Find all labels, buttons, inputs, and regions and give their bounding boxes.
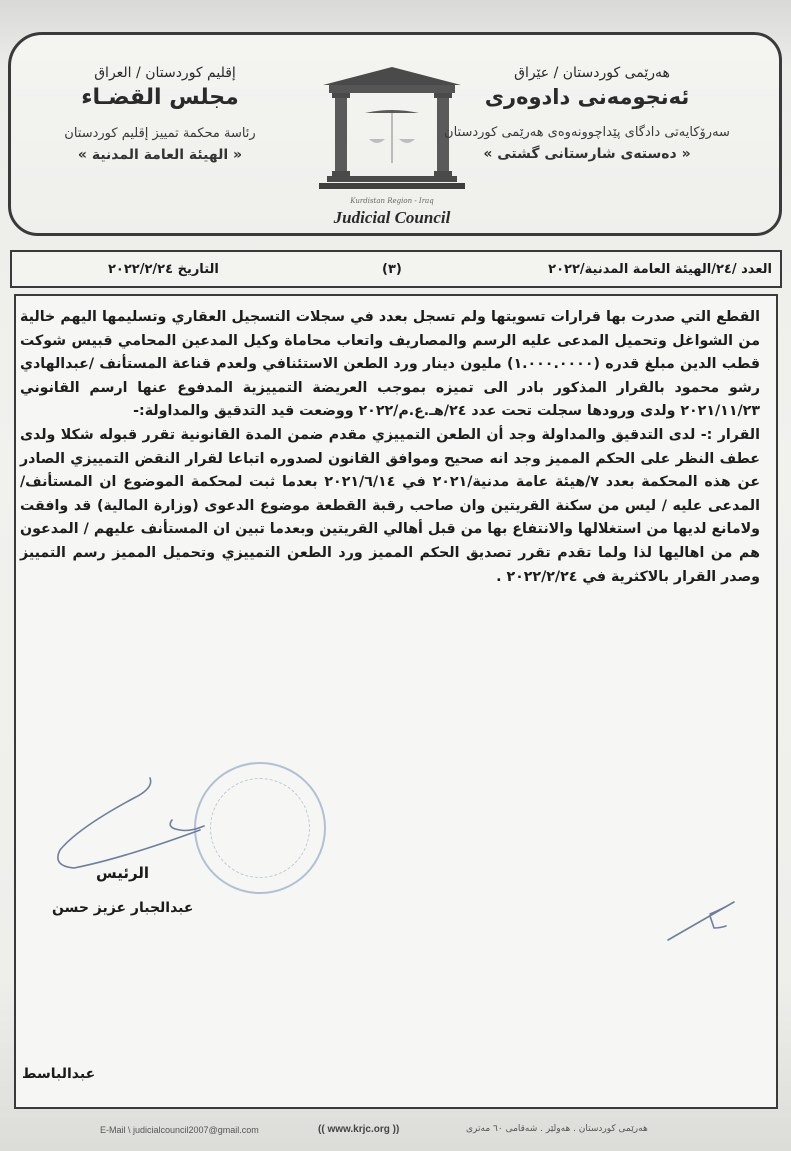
council-name-kurdish: ئەنجومەنی دادوەری xyxy=(484,85,690,109)
region-label-kurdish: هەرێمی كوردستان / عێراق xyxy=(514,65,670,81)
president-title: الرئيس xyxy=(96,864,150,882)
footer xyxy=(0,1121,791,1141)
president-signature-icon xyxy=(38,772,218,872)
letterhead-kurdish xyxy=(437,65,737,162)
decision-text xyxy=(20,306,760,589)
footer-website[interactable]: (( www.krjc.org )) xyxy=(318,1124,400,1135)
panel-name-kurdish: « دەستەی شارستانی گشتی » xyxy=(483,146,691,162)
reference-bar xyxy=(10,250,782,288)
letterhead-arabic xyxy=(55,65,265,163)
council-name-arabic: مجلس القضـاء xyxy=(81,85,239,110)
footer-address: هەرێمی كوردستان . هەولێر . شەقامی ٦٠ مەتری xyxy=(466,1124,648,1134)
president-name: عبدالجبار عزيز حسن xyxy=(52,900,194,916)
reference-number: العدد /٢٤/الهيئة العامة المدنية/٢٠٢٢ xyxy=(548,262,772,277)
court-name-arabic: رئاسة محكمة تمييز إقليم كوردستان xyxy=(64,126,256,141)
region-label-arabic: إقليم كوردستان / العراق xyxy=(94,65,236,81)
panel-name-arabic: « الهيئة العامة المدنية » xyxy=(77,147,243,163)
document-body xyxy=(14,294,778,1109)
page-number: (٣) xyxy=(382,262,402,277)
paragraph-claims: القطع التي صدرت بها قرارات تسويتها ولم تسجل بعدد في سجلات التسجيل العقاري وتسليمها اليهم خالية من الشواغل وتحميل المدعى عليه الرسم والمصاريف واتعاب محاماة وكيل المدعين المحامي قبيس شوكت قطب الدين مبلغ قدره (١.٠٠٠.٠٠٠٠) مليون دينار ورد الطعن الاستئنافي ولعدم قناعة المستأنف /عبدالهادي رشو محمود بالقرار المذكور بادر الى تميزه بموجب العريضة التمييزية المدفوع عنها ارسم القانوني ٢٠٢١/١١/٢٣ ولدى ورودها سجلت تحت عدد ٢٤/هـ.ع.م/٢٠٢٢ ووضعت قيد التدقيق والمداولة:- xyxy=(20,309,760,420)
paragraph-decision: القرار :- لدى التدقيق والمداولة وجد أن الطعن التمييزي مقدم ضمن المدة القانونية تقرر قبوله شكلا ولدى عطف النظر على الحكم المميز وجد انه صحيح وموافق القانون لصدوره اتباعا لقرار النقض التمييزي الصادر عن هذه المحكمة بعدد ٧/هيئة عامة مدنية/٢٠٢١ في ٢٠٢١/٦/١٤ بعدما ثبت لمحكمة الموضوع ان المستأنف/ المدعى عليه / ليس من سكنة القريتين وان صاحب رقبة القطعة موضوع الدعوى (وزارة المالية) قد وافقت ولامانع لديها من استغلالها والانتفاع بها من قبل أهالي القريتين وبعدما تبين ان المستأنف عليهم / المدعون هم من اهاليها لذا ولما تقدم تقرر تصديق الحكم المميز ورد الطعن التمييزي وتحميل المميز رسم التمييز وصدر القرار بالاكثرية في ٢٠٢٢/٢/٢٤ . xyxy=(20,426,761,585)
member-signature-icon xyxy=(664,894,744,944)
footer-email[interactable]: E-Mail \ judicialcouncil2007@gmail.com xyxy=(100,1125,259,1135)
logo-title: Judicial Council xyxy=(333,208,451,227)
clerk-name: عبدالباسط xyxy=(22,1066,96,1082)
letterhead xyxy=(8,32,782,236)
court-name-kurdish: سەرۆكایەتی دادگای پێداچوونەوەی هەرێمی كوردستان xyxy=(444,125,730,140)
reference-date: التاريخ ٢٠٢٢/٢/٢٤ xyxy=(108,262,219,277)
logo-subtitle: Kurdistan Region - Iraq xyxy=(350,197,434,205)
